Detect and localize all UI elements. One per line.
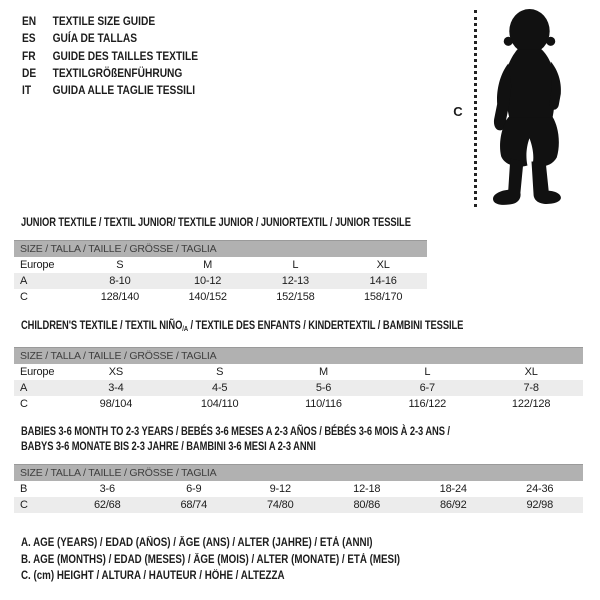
size-cell: 12-18	[353, 483, 381, 495]
language-code: EN	[22, 14, 37, 28]
language-row-es	[22, 30, 198, 47]
size-header-bar: SIZE / TALLA / TAILLE / GRÖSSE / TAGLIA	[14, 240, 427, 257]
row-label: Europe	[20, 366, 55, 378]
size-header-bar: SIZE / TALLA / TAILLE / GRÖSSE / TAGLIA	[14, 464, 583, 481]
footnote-height: C. (cm) HEIGHT / ALTURA / HAUTEUR / HÖHE / ALTEZZA	[21, 570, 285, 583]
size-cell: 10-12	[194, 275, 222, 287]
size-cell: 8-10	[109, 275, 131, 287]
table-row-height	[14, 396, 583, 412]
babies-title-line1: BABIES 3-6 MONTH TO 2-3 YEARS / BEBÉS 3-6 MESES A 2-3 AÑOS / BÉBÉS 3-6 MOIS À 2-3 ANS /	[21, 424, 450, 438]
table-row-height	[14, 289, 427, 305]
language-row-fr	[22, 48, 198, 65]
size-cell: 158/170	[363, 291, 403, 303]
babies-title-line2: BABYS 3-6 MONATE BIS 2-3 JAHRE / BAMBINI 3-6 MESI A 2-3 ANNI	[21, 439, 316, 453]
size-cell: XL	[524, 366, 538, 378]
size-cell: 98/104	[99, 398, 133, 410]
size-cell: 140/152	[188, 291, 227, 303]
language-row-de	[22, 65, 198, 82]
footnotes	[21, 535, 467, 585]
size-cell: 68/74	[180, 499, 208, 511]
row-label: Europe	[20, 259, 55, 271]
language-label: GUIDE DES TAILLES TEXTILE	[52, 48, 199, 63]
size-cell: 128/140	[100, 291, 140, 303]
language-code: FR	[22, 48, 36, 63]
language-title-list	[22, 13, 198, 99]
size-cell: 86/92	[439, 499, 467, 511]
height-measure-dotted-line	[474, 10, 477, 207]
language-code: ES	[22, 31, 36, 46]
height-measure-label: C	[453, 104, 463, 119]
size-cell: 9-12	[269, 483, 291, 495]
size-cell: XL	[376, 259, 390, 271]
language-code: DE	[22, 65, 37, 80]
size-cell: 14-16	[369, 275, 397, 287]
size-cell: S	[216, 366, 224, 378]
table-row-height	[14, 497, 583, 513]
size-cell: L	[424, 366, 431, 378]
language-row-it	[22, 82, 198, 99]
row-label: A	[20, 382, 28, 394]
junior-size-table	[14, 240, 427, 305]
baby-silhouette-icon	[483, 8, 579, 210]
children-table-title	[21, 318, 463, 333]
size-cell: 74/80	[266, 499, 294, 511]
footnote-age-years: A. AGE (YEARS) / EDAD (AÑOS) / ÂGE (ANS) / ALTER (JAHRE) / ETÀ (ANNI)	[21, 537, 373, 549]
junior-table-title: JUNIOR TEXTILE / TEXTIL JUNIOR/ TEXTILE JUNIOR / JUNIORTEXTIL / JUNIOR TESSILE	[21, 215, 411, 229]
size-cell: 6-7	[419, 382, 435, 394]
size-cell: 104/110	[200, 398, 239, 410]
children-title-part1: CHILDREN'S TEXTILE / TEXTIL NIÑO	[21, 318, 183, 332]
language-row-en	[22, 13, 198, 30]
footnote-age-months: B. AGE (MONTHS) / EDAD (MESES) / ÂGE (MOIS) / ALTER (MONATE) / ETÀ (MESI)	[21, 553, 401, 566]
babies-table-title	[21, 424, 571, 454]
size-cell: 62/68	[93, 499, 121, 511]
size-cell: S	[116, 259, 124, 271]
size-cell: 92/98	[526, 499, 554, 511]
children-title-subscript: /A	[182, 324, 188, 333]
size-cell: 116/122	[408, 398, 447, 410]
size-cell: 122/128	[511, 398, 551, 410]
row-label: A	[20, 275, 28, 287]
table-row-europe	[14, 257, 427, 273]
size-cell: 110/116	[305, 398, 342, 410]
language-label: GUÍA DE TALLAS	[52, 31, 138, 46]
size-header-bar: SIZE / TALLA / TAILLE / GRÖSSE / TAGLIA	[14, 347, 583, 364]
size-cell: 24-36	[526, 483, 554, 495]
row-label: C	[20, 499, 28, 511]
babies-size-table	[14, 464, 583, 513]
size-cell: 152/158	[276, 291, 315, 303]
size-cell: XS	[108, 366, 124, 378]
size-cell: M	[319, 366, 328, 378]
size-cell: 3-6	[99, 483, 115, 495]
table-row-months	[14, 481, 583, 497]
size-cell: 5-6	[315, 382, 332, 394]
size-cell: 7-8	[523, 382, 539, 394]
children-title-part2: / TEXTILE DES ENFANTS / KINDERTEXTIL / BAMBINI TESSILE	[187, 318, 464, 332]
language-code: IT	[22, 83, 32, 98]
size-cell: L	[292, 259, 299, 271]
size-cell: 4-5	[212, 382, 228, 394]
size-cell: 6-9	[186, 483, 202, 495]
row-label: C	[20, 291, 28, 303]
children-size-table	[14, 347, 583, 412]
table-row-europe	[14, 364, 583, 380]
table-row-age	[14, 273, 427, 289]
size-cell: 12-13	[281, 275, 309, 287]
row-label: B	[20, 483, 28, 495]
table-row-age	[14, 380, 583, 396]
language-label: TEXTILGRÖßENFÜHRUNG	[52, 65, 183, 80]
size-cell: M	[203, 259, 213, 271]
language-label: TEXTILE SIZE GUIDE	[52, 14, 156, 28]
size-cell: 3-4	[108, 382, 124, 394]
size-cell: 80/86	[353, 499, 381, 511]
size-cell: 18-24	[439, 483, 467, 495]
language-label: GUIDA ALLE TAGLIE TESSILI	[52, 83, 196, 98]
row-label: C	[20, 398, 28, 410]
